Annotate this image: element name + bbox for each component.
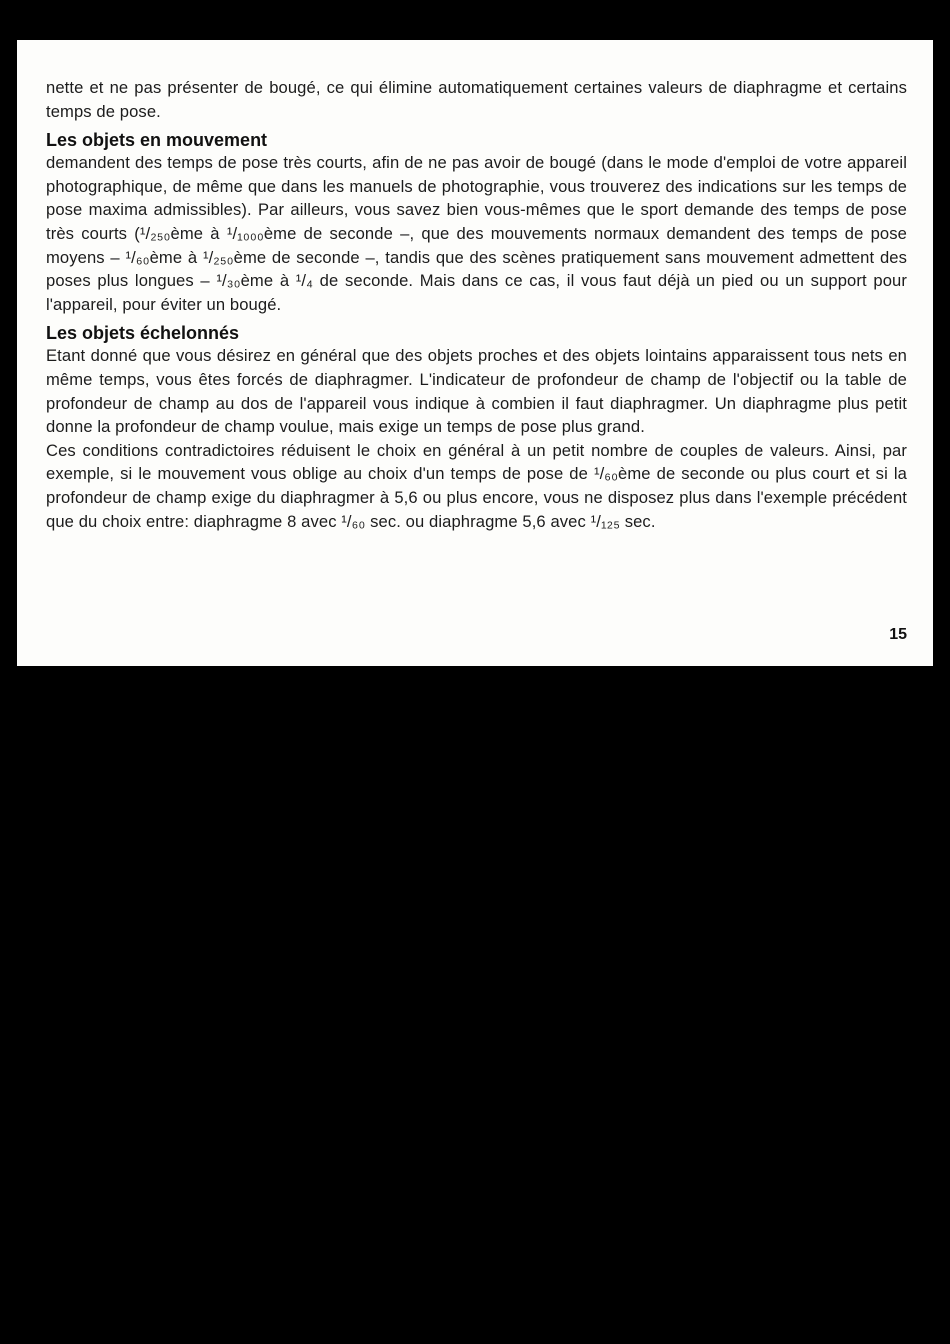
staggered-objects-paragraph: Etant donné que vous désirez en général que des objets proches et des objets lointains apparaissent tous nets en même temps, vous êtes forcés de diaphragmer. L'indicateur de profondeur de champ de l'objectif ou la table de profondeur de champ au dos de l'appareil vous indique à combien il faut diaphragmer. Un diaphragme plus petit donne la profondeur de champ voulue, mais exige un temps de pose plus grand.: [46, 346, 907, 437]
section-heading-moving-objects: Les objets en mouvement: [46, 130, 268, 151]
document-page: [17, 40, 933, 666]
contradictory-conditions-paragraph: Ces conditions contradictoires réduisent le choix en général à un petit nombre de couples de valeurs. Ainsi, par exemple, si le mouvement vous oblige au choix d'un temps de pose de ¹/₆₀ème de seconde ou plus court et si la profondeur de champ exige du diaphragmer à 5,6 ou plus encore, vous ne disposez plus dans l'exemple précédent que du choix entre: diaphragme 8 avec ¹/₆₀ sec. ou diaphragme 5,6 avec ¹/₁₂₅ sec.: [46, 440, 907, 531]
moving-objects-paragraph: demandent des temps de pose très courts, afin de ne pas avoir de bougé (dans le mode d'emploi de votre appareil photographique, de même que dans les manuels de photographie, vous trouverez des indications sur les temps de pose maxima admissibles). Par ailleurs, vous savez bien vous-mêmes que le sport demande des temps de pose très courts (¹/₂₅₀ème à ¹/₁₀₀₀ème de seconde –, que des mouvements normaux demandent des temps de pose moyens – ¹/₆₀ème à ¹/₂₅₀ème de seconde –, tandis que des scènes pratiquement sans mouvement admettent des poses plus longues – ¹/₃₀ème à ¹/₄ de seconde. Mais dans ce cas, il vous faut déjà un pied ou un support pour l'appareil, pour éviter un bougé.: [46, 153, 907, 314]
page-number: 15: [889, 626, 907, 643]
section-heading-staggered-objects: Les objets échelonnés: [46, 323, 240, 344]
intro-paragraph: nette et ne pas présenter de bougé, ce qui élimine automatiquement certaines valeurs de diaphragme et certains temps de pose.: [46, 78, 907, 121]
